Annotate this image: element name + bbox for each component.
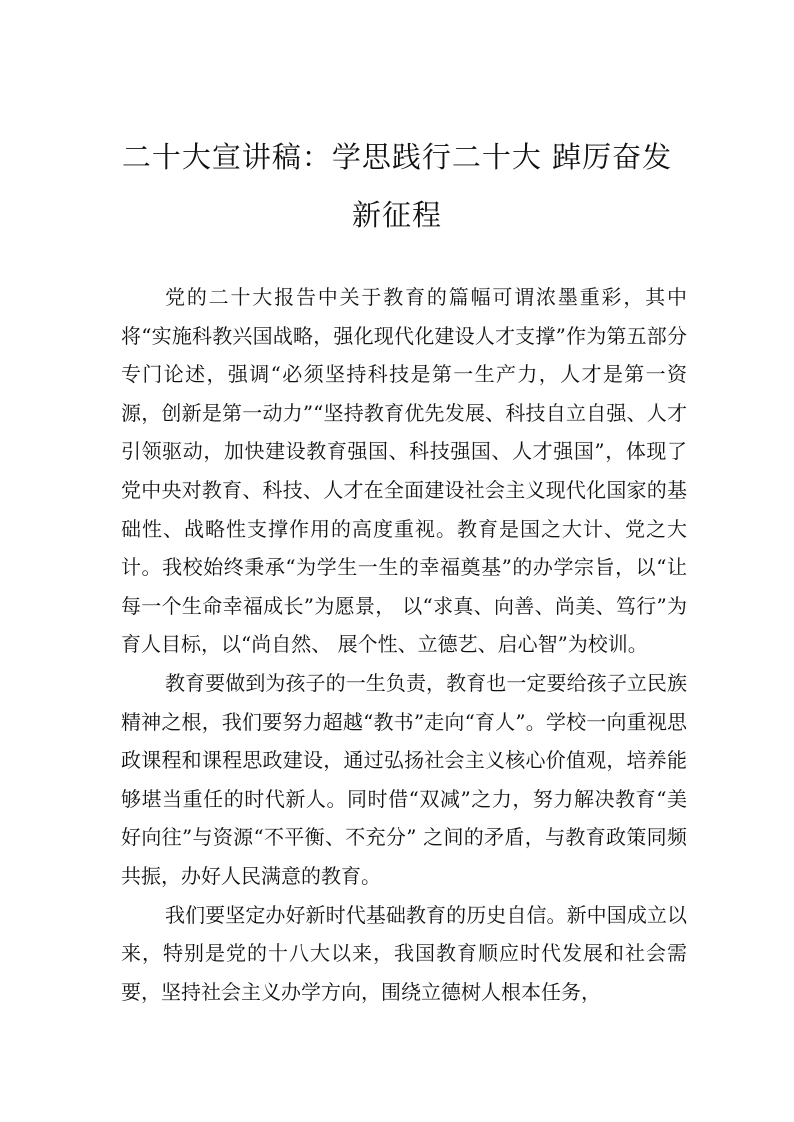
title-line-1: 二十大宣讲稿：学思践行二十大 踔厉奋发 xyxy=(121,140,673,174)
document-body xyxy=(121,278,687,1011)
paragraph-3: 我们要坚定办好新时代基础教育的历史自信。新中国成立以来，特别是党的十八大以来，我国教育顺应时代发展和社会需要，坚持社会主义办学方向，围绕立德树人根本任务， xyxy=(121,902,687,1004)
document-title xyxy=(95,128,699,244)
title-line-2: 新征程 xyxy=(351,198,442,232)
paragraph-2: 教育要做到为孩子的一生负责，教育也一定要给孩子立民族精神之根，我们要努力超越“教书”走向“育人”。学校一向重视思政课程和课程思政建设，通过弘扬社会主义核心价值观，培养能够堪当重任的时代新人。同时借“双减”之力，努力解决教育“美好向往”与资源“不平衡、不充分” 之间的矛盾，与教育政策同频共振，办好人民满意的教育。 xyxy=(121,670,687,888)
paragraph-1: 党的二十大报告中关于教育的篇幅可谓浓墨重彩，其中将“实施科教兴国战略，强化现代化建设人才支撑”作为第五部分专门论述，强调“必须坚持科技是第一生产力，人才是第一资源，创新是第一动力”“坚持教育优先发展、科技自立自强、人才引领驱动，加快建设教育强国、科技强国、人才强国”，体现了党中央对教育、科技、人才在全面建设社会主义现代化国家的基础性、战略性支撑作用的高度重视。教育是国之大计、党之大计。我校始终秉承“为学生一生的幸福奠基”的办学宗旨，以“让每一个生命幸福成长”为愿景， 以“求真、向善、尚美、笃行”为育人目标，以“尚自然、 展个性、立德艺、启心智”为校训。 xyxy=(121,285,687,657)
